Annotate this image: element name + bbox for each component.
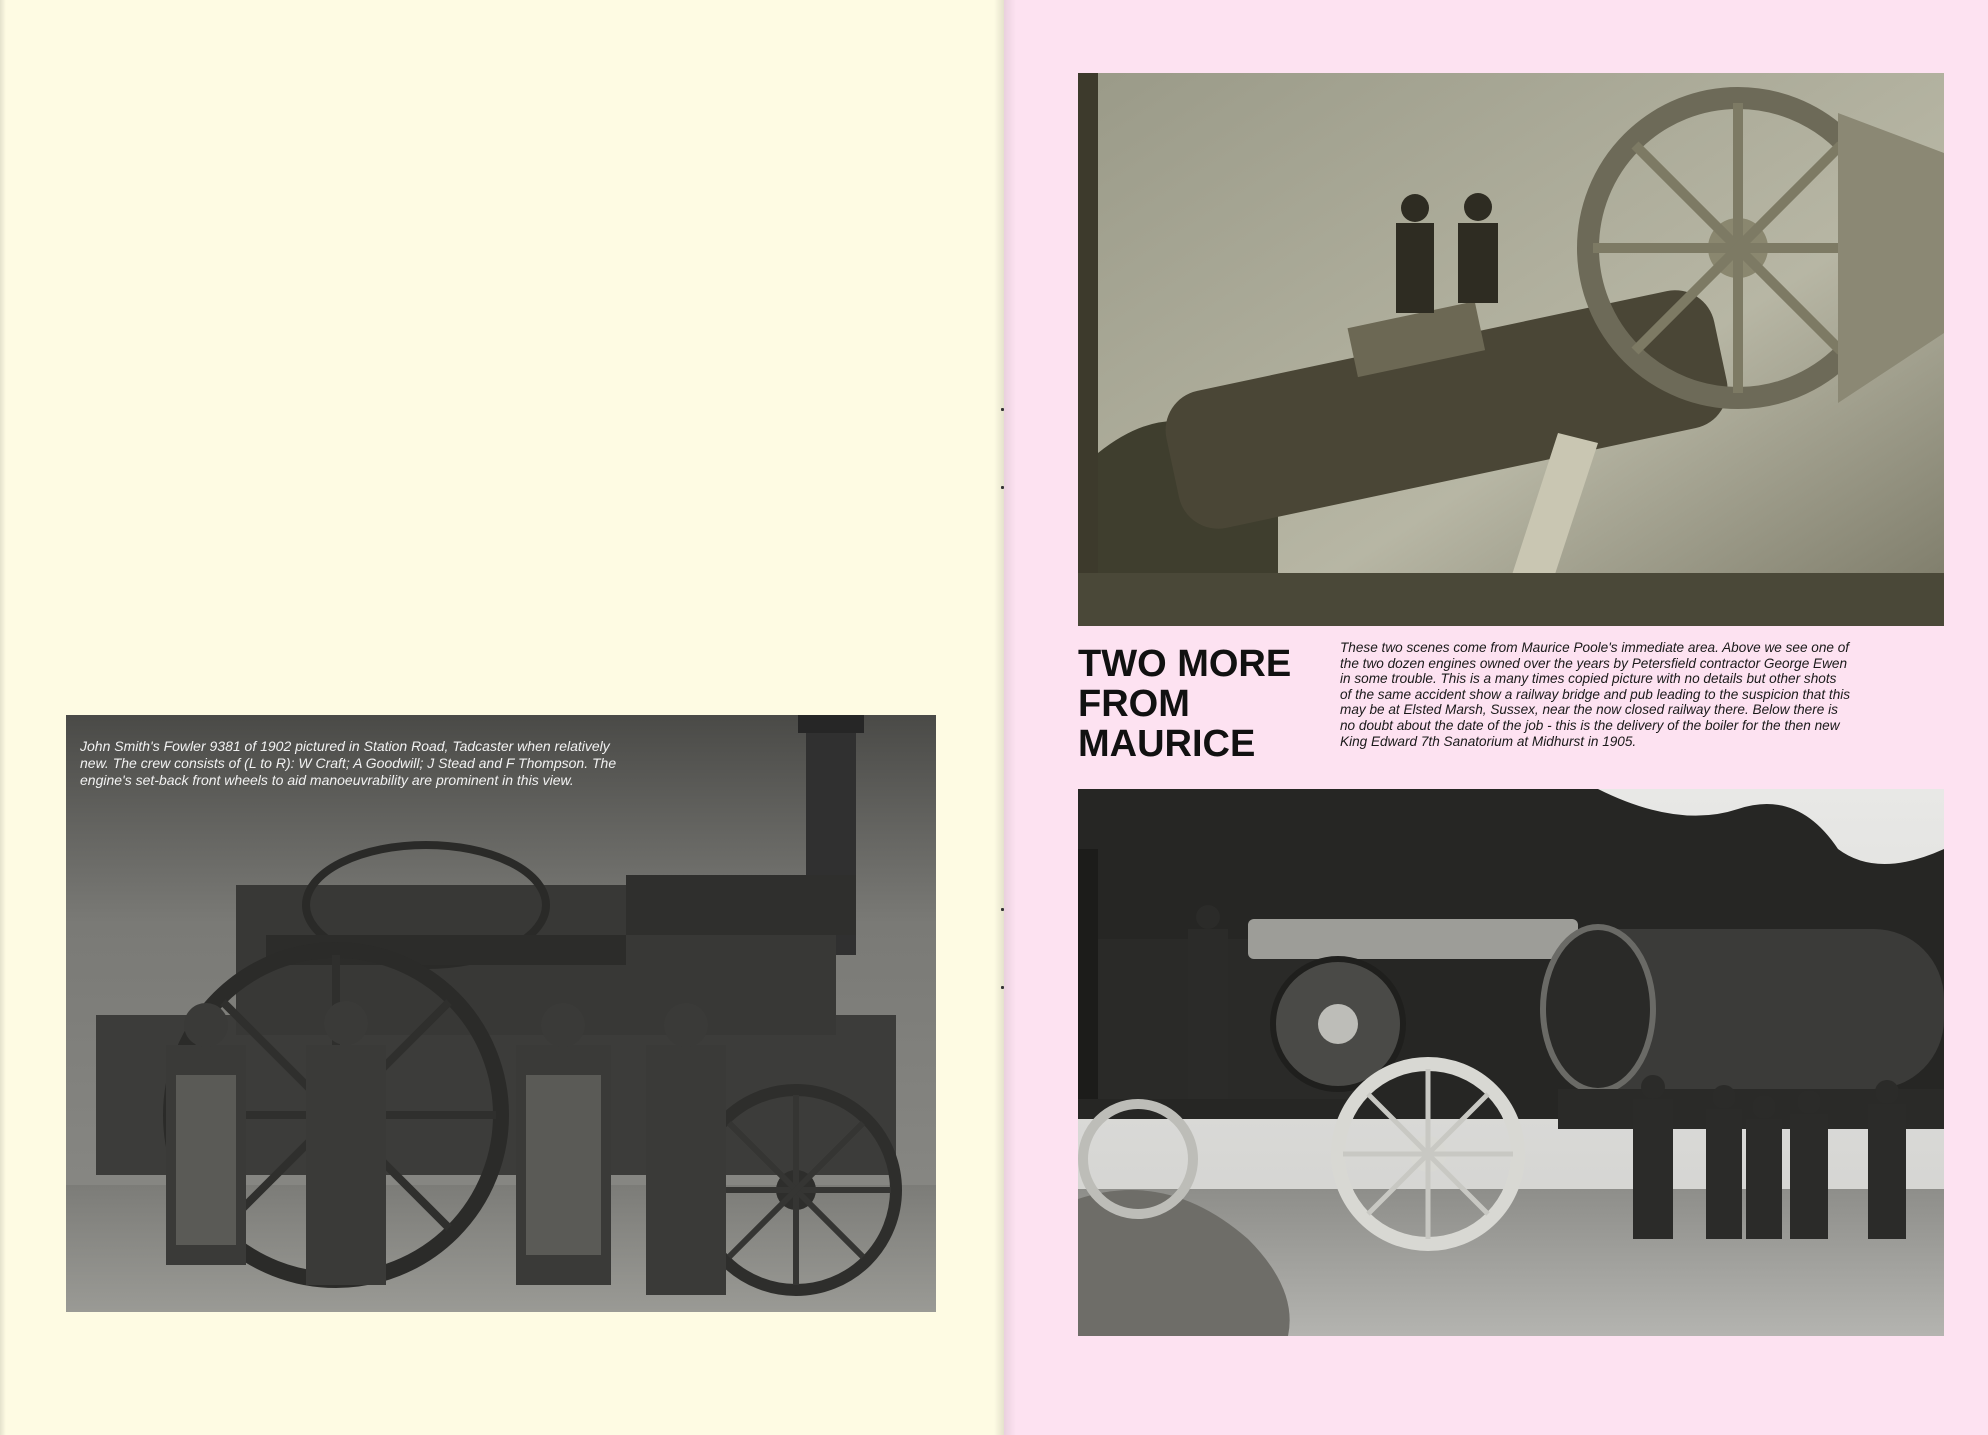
article-headline	[1078, 644, 1338, 764]
photo-boiler-delivery-drawing	[1078, 789, 1944, 1336]
headline-line: FROM	[1078, 683, 1190, 725]
photo-overturned-engine	[1078, 73, 1944, 626]
photo-overturned-engine-drawing	[1078, 73, 1944, 626]
print-mark	[1001, 908, 1004, 911]
body-line: may be at Elsted Marsh, Sussex, near the now closed railway there. Below there is	[1340, 702, 1838, 718]
body-line: of the same accident show a railway bridge and pub leading to the suspicion that this	[1340, 686, 1851, 702]
photo-boiler-delivery	[1078, 789, 1944, 1336]
print-mark	[1001, 486, 1004, 489]
gutter-shadow-right	[1004, 0, 1016, 1435]
headline-line: TWO MORE	[1078, 643, 1292, 685]
caption-line: John Smith's Fowler 9381 of 1902 pictured in Station Road, Tadcaster when relatively	[80, 738, 610, 754]
gutter-shadow-left	[994, 0, 1004, 1435]
headline-line: MAURICE	[1078, 723, 1256, 765]
page-edge-shadow	[0, 0, 6, 1435]
caption-line: new. The crew consists of (L to R): W Craft; A Goodwill; J Stead and F Thompson. The	[80, 755, 617, 771]
body-line: These two scenes come from Maurice Poole's immediate area. Above we see one of	[1340, 640, 1850, 655]
photo-fowler-engine-crew-drawing	[66, 715, 936, 1312]
caption-line: engine's set-back front wheels to aid manoeuvrability are prominent in this view.	[80, 772, 574, 788]
print-mark	[1001, 408, 1004, 411]
photo-fowler-engine-crew	[66, 715, 936, 1312]
body-line: in some trouble. This is a many times copied picture with no details but other shots	[1340, 671, 1837, 687]
article-body	[1340, 640, 1945, 749]
print-mark	[1001, 986, 1004, 989]
photo-caption-left	[80, 738, 720, 789]
body-line: King Edward 7th Sanatorium at Midhurst in 1905.	[1340, 733, 1637, 749]
body-line: no doubt about the date of the job - this is the delivery of the boiler for the then new	[1340, 717, 1840, 733]
body-line: the two dozen engines owned over the years by Petersfield contractor George Ewen	[1340, 655, 1848, 671]
